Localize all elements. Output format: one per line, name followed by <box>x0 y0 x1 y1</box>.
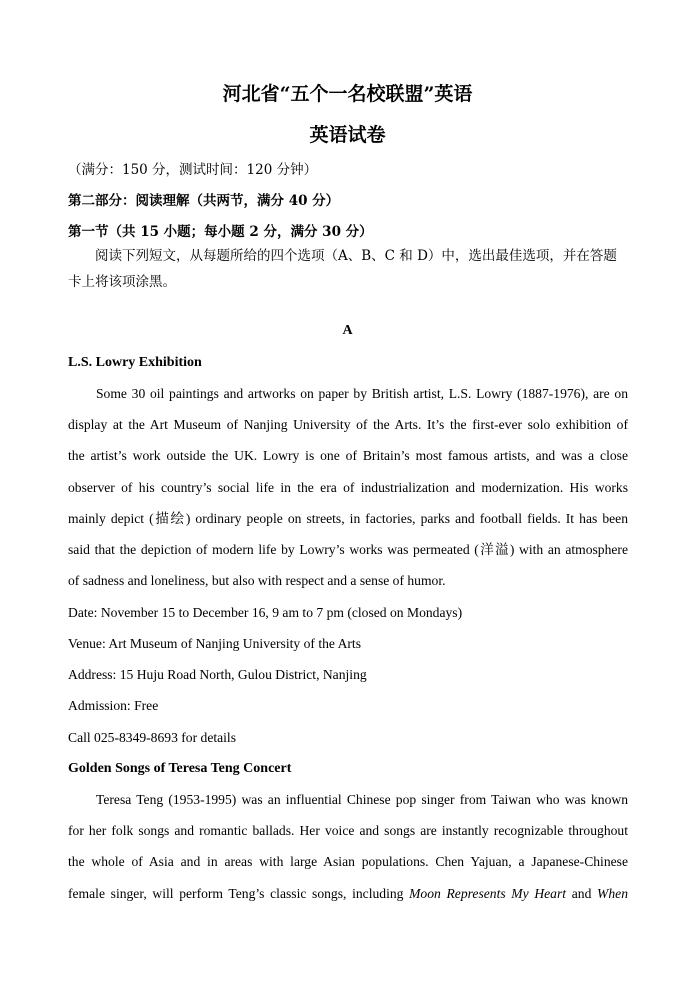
lowry-venue: Venue: Art Museum of Nanjing University of the Arts <box>68 636 361 651</box>
instructions-line-1: 阅读下列短文，从每题所给的四个选项（A、B、C 和 D）中，选出最佳选项，并在答题 <box>95 248 617 264</box>
exam-info: （满分：150 分，测试时间：120 分钟） <box>68 162 318 178</box>
paragraph-line: the whole of Asia and in areas with large Asian populations. Chen Yajuan, a Japanese-Chinese <box>68 854 628 870</box>
part-title: 第二部分：阅读理解（共两节，满分 40 分） <box>68 193 340 209</box>
passage-label: A <box>342 323 353 338</box>
line-text: female singer, will perform Teng’s classic songs, including <box>68 885 410 901</box>
song-title: Moon Represents My Heart <box>409 885 567 901</box>
lowry-paragraph <box>68 378 628 596</box>
lowry-contact: Call 025-8349-8693 for details <box>68 730 237 745</box>
lowry-date: Date: November 15 to December 16, 9 am to 7 pm (closed on Mondays) <box>68 605 463 620</box>
line-text: and <box>566 885 598 901</box>
song-title: When <box>597 885 628 901</box>
passage-heading-teng: Golden Songs of Teresa Teng Concert <box>68 761 292 776</box>
paragraph-line: observer of his country’s social life in the era of industrialization and modernization. His works <box>68 479 628 495</box>
lowry-admission: Admission: Free <box>68 698 159 713</box>
passage-heading-lowry: L.S. Lowry Exhibition <box>68 355 202 370</box>
section-title: 第一节（共 15 小题；每小题 2 分，满分 30 分） <box>68 224 373 240</box>
paragraph-line: Teresa Teng (1953-1995) was an influential Chinese pop singer from Taiwan who was known <box>96 792 628 807</box>
paragraph-line: said that the depiction of modern life by Lowry’s works was permeated (洋溢) with an atmosphere <box>68 541 628 557</box>
instructions-line-2: 卡上将该项涂黑。 <box>68 274 176 290</box>
paragraph-line: for her folk songs and romantic ballads. Her voice and songs are instantly recognizable throughout <box>68 823 628 839</box>
paragraph-line: display at the Art Museum of Nanjing University of the Arts. It’s the first-ever solo exhibition of <box>68 417 628 433</box>
exam-subtitle: 英语试卷 <box>309 124 386 146</box>
paragraph-line: of sadness and loneliness, but also with respect and a sense of humor. <box>68 573 446 589</box>
paragraph-line: mainly depict (描绘) ordinary people on streets, in factories, parks and football fields. It has been <box>68 510 628 526</box>
instructions <box>68 243 628 295</box>
lowry-address: Address: 15 Huju Road North, Gulou District, Nanjing <box>68 667 367 682</box>
paragraph-line: the artist’s work outside the UK. Lowry is one of Britain’s most famous artists, and was a close <box>68 448 628 464</box>
teng-paragraph <box>68 784 628 909</box>
paragraph-line: Some 30 oil paintings and artworks on paper by British artist, L.S. Lowry (1887-1976), are on <box>96 386 628 401</box>
paragraph-line-last <box>68 878 628 909</box>
exam-title: 河北省“五个一名校联盟”英语 <box>222 83 473 105</box>
